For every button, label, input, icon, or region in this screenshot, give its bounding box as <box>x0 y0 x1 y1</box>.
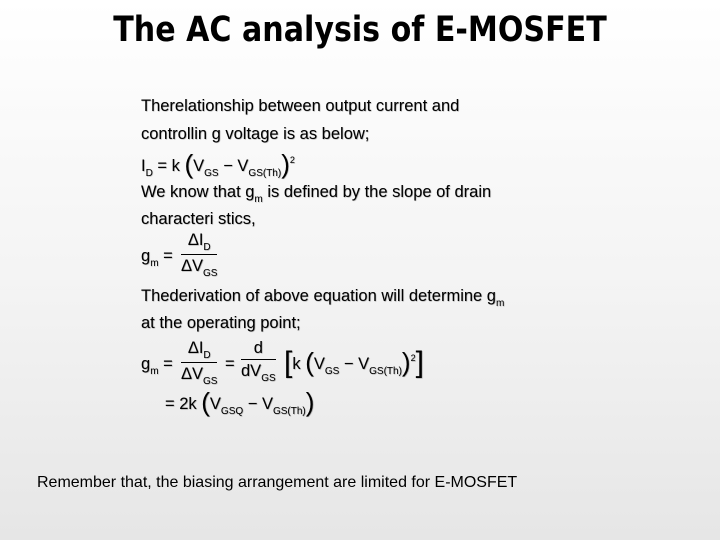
fraction-derivative: d $dV_{GS}$ <box>241 339 276 384</box>
equation-gm-result: = 2k $(V_{GSQ} - V_{GS(Th)})$ <box>165 387 315 417</box>
text-line: Thederivation of above equation will determine $g_m$ <box>141 287 505 309</box>
equals-sign: = <box>225 355 235 373</box>
text-line: We know that $g_m$ is defined by the slope of drain <box>141 183 492 205</box>
text-line: Therelationship between output current and <box>141 97 460 115</box>
text-line: characteri stics, <box>141 210 256 228</box>
text-line: at the operating point; <box>141 314 301 332</box>
fraction-delta: $\Delta I_D$ $\Delta V_{GS}$ <box>181 339 218 387</box>
equation-gm-definition: $g_m$ = <box>141 247 173 269</box>
equation-gm-derivative: $g_m$ = <box>141 355 173 377</box>
footer-note: Remember that, the biasing arrangement are limited for E-MOSFET <box>37 474 518 491</box>
bracket-expression: [k $(V_{GS} - V_{GS(Th)})^2$] <box>284 346 424 379</box>
slide-title: The AC analysis of E-MOSFET <box>113 10 607 50</box>
text-line: controllin g voltage is as below; <box>141 125 370 143</box>
equation-drain-current: $I_D = k$ $(V_{GS} - V_{GS(Th)})^2$ <box>141 149 295 179</box>
fraction-delta: $\Delta I_D$ $\Delta V_{GS}$ <box>181 231 218 279</box>
